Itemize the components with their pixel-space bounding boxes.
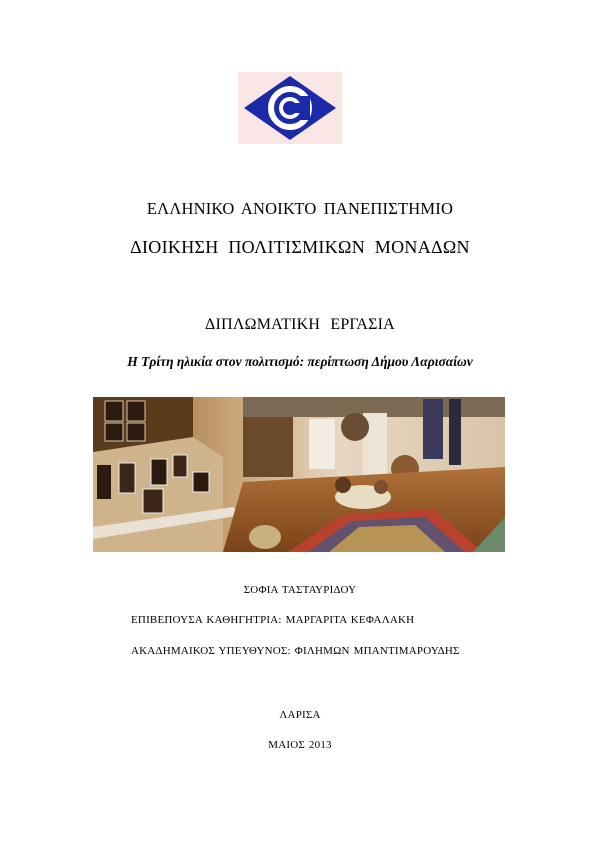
author-name: ΣΟΦΙΑ ΤΑΣΤΑΥΡΙΔΟΥ: [243, 584, 357, 596]
university-logo: [238, 72, 342, 144]
academic-advisor-line: ΑΚΑΔΗΜΑΙΚΟΣ ΥΠΕΥΘΥΝΟΣ: ΦΙΛΗΜΩΝ ΜΠΑΝΤΙΜΑΡΟΥΔΗΣ: [131, 645, 460, 657]
university-name: ΕΛΛΗΝΙΚΟ ΑΝΟΙΚΤΟ ΠΑΝΕΠΙΣΤΗΜΙΟ: [146, 199, 454, 218]
department-name: ΔΙΟΙΚΗΣΗ ΠΟΛΙΤΙΣΜΙΚΩΝ ΜΟΝΑΔΩΝ: [130, 237, 470, 257]
museum-interior-panorama-icon: [93, 397, 505, 552]
document-type: ΔΙΠΛΩΜΑΤΙΚΗ ΕΡΓΑΣΙΑ: [205, 316, 395, 333]
supervisor-line: ΕΠΙΒΕΠΟΥΣΑ ΚΑΘΗΓΗΤΡΙΑ: ΜΑΡΓΑΡΙΤΑ ΚΕΦΑΛΑΚΗ: [131, 614, 415, 626]
thesis-title: Η Τρίτη ηλικία στον πολιτισμό: περίπτωση Δήμου Λαρισαίων: [127, 354, 473, 369]
place: ΛΑΡΙΣΑ: [279, 709, 321, 721]
date: ΜΑΙΟΣ 2013: [268, 739, 332, 751]
museum-interior-photo: [93, 397, 505, 552]
eap-logo-icon: [238, 72, 342, 144]
